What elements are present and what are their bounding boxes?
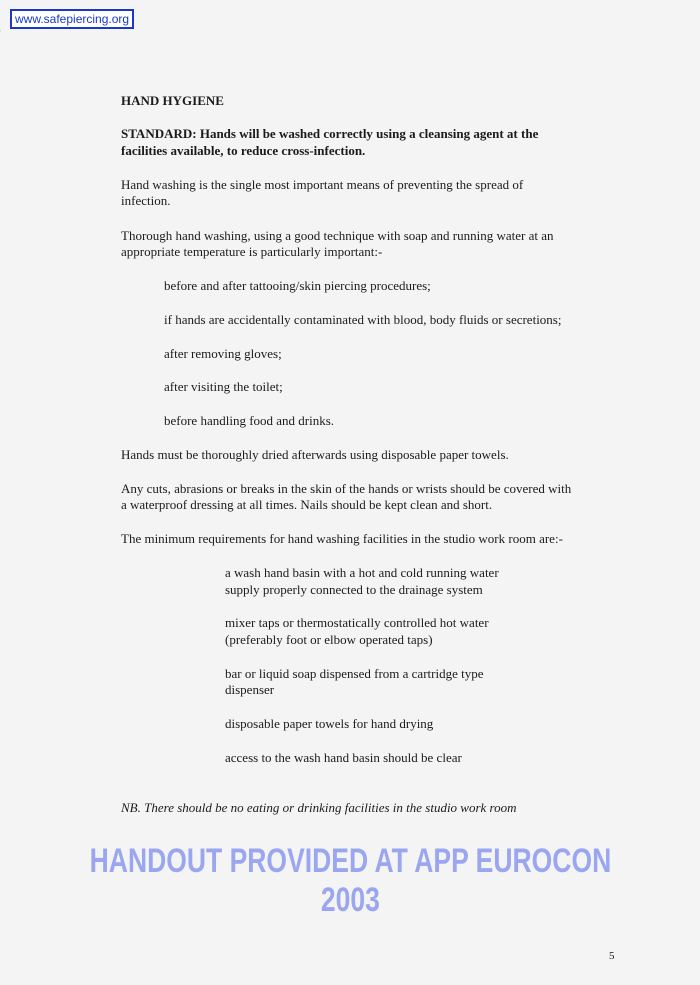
para4-line-1: Any cuts, abrasions or breaks in the skin of the hands or wrists should be covered with <box>121 481 572 496</box>
occasion-item: after removing gloves; <box>164 346 282 361</box>
requirement-line: mixer taps or thermostatically controlled hot water <box>225 615 489 630</box>
requirement-line: dispenser <box>225 682 275 697</box>
requirement-line: (preferably foot or elbow operated taps) <box>225 632 433 647</box>
para1-line-2: infection. <box>121 193 171 208</box>
requirement-line: bar or liquid soap dispensed from a cartridge type <box>225 666 484 681</box>
website-link[interactable]: www.safepiercing.org <box>10 9 134 29</box>
occasion-item: after visiting the toilet; <box>164 379 283 394</box>
section-heading: HAND HYGIENE <box>121 93 224 108</box>
page-number: 5 <box>609 950 615 962</box>
para3: Hands must be thoroughly dried afterwards using disposable paper towels. <box>121 447 509 462</box>
para2-line-1: Thorough hand washing, using a good technique with soap and running water at an <box>121 228 554 243</box>
requirement-line: supply properly connected to the drainage system <box>225 582 483 597</box>
requirement-line: access to the wash hand basin should be clear <box>225 750 462 765</box>
occasion-item: before and after tattooing/skin piercing procedures; <box>164 278 431 293</box>
para1-line-1: Hand washing is the single most important means of preventing the spread of <box>121 177 524 192</box>
standard-line-1: STANDARD: Hands will be washed correctly using a cleansing agent at the <box>121 126 539 141</box>
para2-line-2: appropriate temperature is particularly important:- <box>121 244 383 259</box>
requirement-line: a wash hand basin with a hot and cold running water <box>225 565 499 580</box>
para5: The minimum requirements for hand washing facilities in the studio work room are:- <box>121 531 563 546</box>
para4-line-2: a waterproof dressing at all times. Nails should be kept clean and short. <box>121 497 493 512</box>
standard-line-2: facilities available, to reduce cross-infection. <box>121 143 366 158</box>
occasion-item: before handling food and drinks. <box>164 413 335 428</box>
occasion-item: if hands are accidentally contaminated with blood, body fluids or secretions; <box>164 312 562 327</box>
scan-artifact <box>0 30 46 110</box>
note: NB. There should be no eating or drinking facilities in the studio work room <box>121 800 517 815</box>
requirement-line: disposable paper towels for hand drying <box>225 716 434 731</box>
event-stamp: HANDOUT PROVIDED AT APP EUROCON 2003 <box>89 842 612 919</box>
